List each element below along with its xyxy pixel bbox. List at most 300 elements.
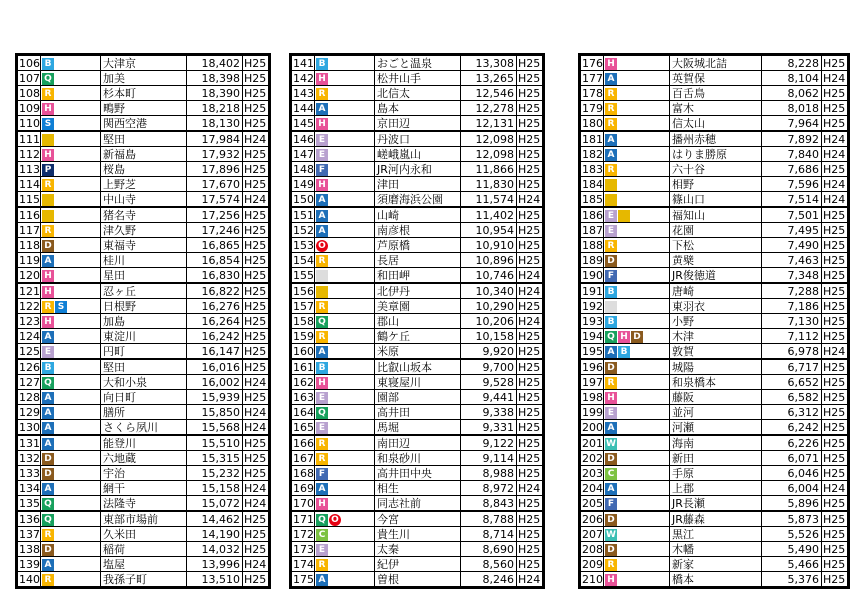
line-marks [41, 420, 101, 436]
rank-number: 147 [293, 147, 314, 161]
passenger-count: 17,256 [187, 207, 243, 223]
line-badge-H-icon: H [42, 103, 54, 115]
table-row [581, 466, 848, 481]
table-row [292, 223, 543, 238]
line-badge-R-icon: R [605, 103, 617, 115]
passenger-count: 10,340 [461, 283, 517, 299]
line-badge-F-icon: F [316, 164, 328, 176]
fiscal-year: H25 [822, 390, 848, 405]
line-badge-R-icon: R [605, 118, 617, 130]
line-badge-Q-icon: Q [42, 514, 54, 526]
table-row [581, 572, 848, 587]
line-marks [604, 268, 670, 284]
line-marks [315, 116, 375, 132]
line-badge-C-icon: C [605, 468, 617, 480]
passenger-count: 17,932 [187, 147, 243, 162]
station-name: 東淀川 [101, 329, 187, 344]
station-name: 日根野 [101, 299, 187, 314]
line-marks [41, 223, 101, 238]
rank-number: 185 [582, 192, 603, 206]
passenger-count: 8,018 [762, 101, 822, 116]
table-row [18, 116, 269, 132]
table-row [581, 268, 848, 284]
line-badge-D-icon: D [605, 255, 617, 267]
rank-number: 178 [582, 86, 603, 100]
line-badge-D-icon: D [631, 331, 643, 343]
passenger-count: 18,390 [187, 86, 243, 101]
line-badge-F-icon: F [605, 270, 617, 282]
rank-number: 159 [293, 329, 314, 343]
fiscal-year: H25 [243, 329, 269, 344]
table-row [18, 496, 269, 512]
fiscal-year: H24 [822, 147, 848, 162]
table-row [18, 572, 269, 587]
rank-number: 138 [19, 542, 40, 556]
fiscal-year: H25 [243, 238, 269, 253]
passenger-count: 8,228 [762, 56, 822, 71]
line-marks [315, 238, 375, 253]
line-marks [315, 542, 375, 557]
table-row [292, 542, 543, 557]
line-badge-R-icon: R [316, 88, 328, 100]
line-marks [41, 147, 101, 162]
fiscal-year: H25 [517, 101, 543, 116]
passenger-count: 7,964 [762, 116, 822, 132]
station-name: 北伊丹 [375, 283, 461, 299]
line-badge-R-icon: R [316, 301, 328, 313]
station-name: おごと温泉 [375, 56, 461, 71]
rank-number: 190 [582, 268, 603, 282]
table-row [18, 86, 269, 101]
table-row [18, 238, 269, 253]
fiscal-year: H25 [243, 344, 269, 360]
fiscal-year: H25 [517, 86, 543, 101]
table-row [18, 451, 269, 466]
line-marks [315, 192, 375, 208]
line-badge-Q-icon: Q [42, 498, 54, 510]
line-badge-B-icon: B [605, 316, 617, 328]
line-marks [41, 283, 101, 299]
rank-number: 112 [19, 147, 40, 161]
line-marks [604, 162, 670, 177]
passenger-count: 17,896 [187, 162, 243, 177]
fiscal-year: H24 [822, 481, 848, 496]
line-marks [315, 283, 375, 299]
rank-number: 121 [19, 284, 40, 298]
station-name: 米原 [375, 344, 461, 360]
table-row [292, 375, 543, 390]
rank-number: 179 [582, 101, 603, 115]
passenger-count: 11,866 [461, 162, 517, 177]
fiscal-year: H25 [517, 177, 543, 192]
line-badge-H-icon: H [42, 286, 54, 298]
rank-number: 202 [582, 451, 603, 465]
passenger-count: 6,046 [762, 466, 822, 481]
station-name: 百舌鳥 [670, 86, 762, 101]
station-name: 忍ヶ丘 [101, 283, 187, 299]
line-badge-E-icon: E [605, 407, 617, 419]
passenger-count: 10,206 [461, 314, 517, 329]
line-badge-O-icon: O [329, 514, 341, 526]
line-badge-R-icon: R [42, 179, 54, 191]
table-row [581, 511, 848, 527]
fiscal-year: H25 [243, 86, 269, 101]
fiscal-year: H24 [243, 420, 269, 436]
fiscal-year: H25 [517, 71, 543, 86]
table-row [18, 299, 269, 314]
line-badge-H-icon: H [316, 73, 328, 85]
rank-number: 209 [582, 557, 603, 571]
table-row [18, 253, 269, 268]
fiscal-year: H25 [517, 375, 543, 390]
rank-number: 110 [19, 116, 40, 130]
table-row [581, 390, 848, 405]
passenger-count: 7,501 [762, 207, 822, 223]
table-row [292, 299, 543, 314]
fiscal-year: H25 [243, 466, 269, 481]
line-marks [315, 481, 375, 496]
fiscal-year: H24 [517, 268, 543, 284]
line-marks [315, 527, 375, 542]
table-row [292, 116, 543, 132]
line-badge-D-icon: D [42, 240, 54, 252]
ranking-table [291, 55, 543, 587]
line-marks [315, 466, 375, 481]
line-marks [315, 420, 375, 436]
station-name: 東部市場前 [101, 511, 187, 527]
fiscal-year: H25 [243, 542, 269, 557]
line-marks [604, 359, 670, 375]
rank-number: 205 [582, 496, 603, 510]
rank-number: 170 [293, 496, 314, 510]
passenger-count: 8,988 [461, 466, 517, 481]
line-badge-R-icon: R [316, 559, 328, 571]
line-badge-D-icon: D [42, 544, 54, 556]
rank-number: 151 [293, 208, 314, 222]
rank-number: 142 [293, 71, 314, 85]
fiscal-year: H25 [822, 314, 848, 329]
rank-number: 174 [293, 557, 314, 571]
table-row [18, 420, 269, 436]
fiscal-year: H25 [517, 527, 543, 542]
fiscal-year: H25 [243, 147, 269, 162]
line-badge-G-icon [605, 194, 617, 206]
passenger-count: 8,104 [762, 71, 822, 86]
rank-number: 189 [582, 253, 603, 267]
line-marks [41, 101, 101, 116]
passenger-count: 5,376 [762, 572, 822, 587]
rank-number: 131 [19, 436, 40, 450]
station-name: 新福島 [101, 147, 187, 162]
rank-number: 148 [293, 162, 314, 176]
station-name: 六十谷 [670, 162, 762, 177]
line-badge-H-icon: H [316, 377, 328, 389]
fiscal-year: H24 [243, 192, 269, 208]
fiscal-year: H25 [517, 344, 543, 360]
line-marks [604, 390, 670, 405]
passenger-count: 10,910 [461, 238, 517, 253]
ranking-column-2 [289, 53, 545, 589]
line-marks [315, 390, 375, 405]
fiscal-year: H25 [822, 223, 848, 238]
rank-number: 153 [293, 238, 314, 252]
station-name: 大和小泉 [101, 375, 187, 390]
passenger-count: 11,574 [461, 192, 517, 208]
passenger-count: 14,032 [187, 542, 243, 557]
table-row [18, 405, 269, 420]
line-marks [41, 253, 101, 268]
passenger-count: 16,016 [187, 359, 243, 375]
line-marks [315, 557, 375, 572]
table-row [581, 223, 848, 238]
fiscal-year: H25 [243, 268, 269, 284]
station-name: 膳所 [101, 405, 187, 420]
station-name: 城陽 [670, 359, 762, 375]
line-marks [315, 572, 375, 587]
line-badge-Q-icon: Q [42, 377, 54, 389]
rank-number: 175 [293, 572, 314, 586]
line-badge-A-icon: A [316, 194, 328, 206]
fiscal-year: H25 [243, 314, 269, 329]
passenger-count: 8,062 [762, 86, 822, 101]
station-name: 南彦根 [375, 223, 461, 238]
passenger-count: 17,246 [187, 223, 243, 238]
line-marks [41, 238, 101, 253]
rank-number: 143 [293, 86, 314, 100]
passenger-count: 13,265 [461, 71, 517, 86]
station-name: 美章園 [375, 299, 461, 314]
rank-number: 119 [19, 253, 40, 267]
line-marks [41, 329, 101, 344]
table-row [18, 359, 269, 375]
line-badge-R-icon: R [42, 301, 54, 313]
station-name: 加美 [101, 71, 187, 86]
fiscal-year: H24 [243, 405, 269, 420]
line-badge-H-icon: H [605, 58, 617, 70]
table-row [581, 56, 848, 71]
line-marks [41, 131, 101, 147]
station-name: 山崎 [375, 207, 461, 223]
line-marks [604, 116, 670, 132]
station-name: 篠山口 [670, 192, 762, 208]
passenger-count: 18,398 [187, 71, 243, 86]
fiscal-year: H25 [243, 223, 269, 238]
station-name: 海南 [670, 435, 762, 451]
rank-number: 149 [293, 177, 314, 191]
fiscal-year: H24 [822, 177, 848, 192]
line-marks [41, 207, 101, 223]
station-name: 和泉橋本 [670, 375, 762, 390]
fiscal-year: H24 [243, 481, 269, 496]
station-name: 中山寺 [101, 192, 187, 208]
line-marks [41, 359, 101, 375]
line-marks [315, 131, 375, 147]
line-badge-R-icon: R [605, 88, 617, 100]
line-marks [315, 147, 375, 162]
line-marks [315, 496, 375, 512]
line-marks [41, 162, 101, 177]
station-name: 鶴ケ丘 [375, 329, 461, 344]
line-marks [315, 299, 375, 314]
station-name: 馬堀 [375, 420, 461, 436]
line-badge-E-icon: E [316, 392, 328, 404]
table-row [18, 162, 269, 177]
line-marks [315, 329, 375, 344]
rank-number: 152 [293, 223, 314, 237]
table-row [292, 131, 543, 147]
station-name: 木津 [670, 329, 762, 344]
station-name: 小野 [670, 314, 762, 329]
rank-number: 156 [293, 284, 314, 298]
rank-number: 204 [582, 481, 603, 495]
line-badge-G-icon [42, 134, 54, 146]
passenger-count: 5,490 [762, 542, 822, 557]
line-badge-H-icon: H [316, 498, 328, 510]
fiscal-year: H25 [822, 299, 848, 314]
passenger-count: 11,402 [461, 207, 517, 223]
line-badge-B-icon: B [42, 58, 54, 70]
rank-number: 154 [293, 253, 314, 267]
passenger-count: 12,278 [461, 101, 517, 116]
passenger-count: 14,462 [187, 511, 243, 527]
passenger-count: 15,939 [187, 390, 243, 405]
line-marks [315, 162, 375, 177]
station-name: 高井田 [375, 405, 461, 420]
line-marks [604, 481, 670, 496]
line-marks [41, 466, 101, 481]
station-name: 鴫野 [101, 101, 187, 116]
passenger-count: 17,984 [187, 131, 243, 147]
station-name: 向日町 [101, 390, 187, 405]
passenger-count: 5,873 [762, 511, 822, 527]
table-row [581, 451, 848, 466]
line-marks [315, 177, 375, 192]
line-marks [604, 557, 670, 572]
fiscal-year: H25 [517, 253, 543, 268]
rank-number: 180 [582, 116, 603, 130]
line-badge-E-icon: E [605, 210, 617, 222]
line-badge-A-icon: A [42, 422, 54, 434]
fiscal-year: H25 [822, 451, 848, 466]
table-row [18, 375, 269, 390]
line-marks [315, 451, 375, 466]
line-marks [315, 101, 375, 116]
passenger-count: 15,158 [187, 481, 243, 496]
fiscal-year: H24 [243, 131, 269, 147]
passenger-count: 15,072 [187, 496, 243, 512]
station-name: 松井山手 [375, 71, 461, 86]
line-marks [41, 268, 101, 284]
rank-number: 106 [19, 56, 40, 70]
rank-number: 163 [293, 390, 314, 404]
line-badge-A-icon: A [42, 392, 54, 404]
table-row [581, 177, 848, 192]
station-name: JR河内永和 [375, 162, 461, 177]
line-badge-E-icon: E [605, 225, 617, 237]
table-row [18, 557, 269, 572]
table-row [292, 238, 543, 253]
table-row [18, 329, 269, 344]
line-badge-Q-icon: Q [605, 331, 617, 343]
passenger-count: 15,232 [187, 466, 243, 481]
rank-number: 150 [293, 192, 314, 206]
line-marks [315, 511, 375, 527]
table-row [581, 314, 848, 329]
station-name: 相生 [375, 481, 461, 496]
line-badge-D-icon: D [42, 453, 54, 465]
passenger-count: 5,526 [762, 527, 822, 542]
fiscal-year: H25 [517, 162, 543, 177]
table-row [292, 390, 543, 405]
passenger-count: 7,463 [762, 253, 822, 268]
line-badge-C-icon: C [316, 529, 328, 541]
table-row [292, 511, 543, 527]
line-badge-R-icon: R [316, 255, 328, 267]
table-row [18, 56, 269, 71]
line-badge-Q-icon: Q [316, 407, 328, 419]
line-badge-R-icon: R [316, 331, 328, 343]
fiscal-year: H25 [822, 511, 848, 527]
passenger-count: 9,114 [461, 451, 517, 466]
fiscal-year: H25 [822, 496, 848, 512]
rank-number: 118 [19, 238, 40, 252]
table-row [292, 207, 543, 223]
fiscal-year: H25 [243, 359, 269, 375]
table-row [292, 56, 543, 71]
fiscal-year: H25 [517, 131, 543, 147]
rank-number: 144 [293, 101, 314, 115]
line-marks [41, 481, 101, 496]
fiscal-year: H25 [243, 253, 269, 268]
passenger-count: 9,700 [461, 359, 517, 375]
station-name: 桂川 [101, 253, 187, 268]
line-marks [315, 375, 375, 390]
passenger-count: 6,226 [762, 435, 822, 451]
rank-number: 186 [582, 208, 603, 222]
station-name: 南田辺 [375, 435, 461, 451]
passenger-count: 8,714 [461, 527, 517, 542]
line-marks [315, 56, 375, 71]
rank-number: 208 [582, 542, 603, 556]
passenger-count: 16,002 [187, 375, 243, 390]
fiscal-year: H24 [243, 375, 269, 390]
ranking-table [17, 55, 269, 587]
station-name: 北信太 [375, 86, 461, 101]
table-row [18, 71, 269, 86]
station-name: 播州赤穂 [670, 131, 762, 147]
line-marks [604, 299, 670, 314]
line-marks [604, 344, 670, 360]
fiscal-year: H25 [243, 283, 269, 299]
line-marks [41, 527, 101, 542]
station-name: 相野 [670, 177, 762, 192]
fiscal-year: H25 [822, 557, 848, 572]
line-badge-E-icon: E [316, 149, 328, 161]
rank-number: 203 [582, 466, 603, 480]
passenger-count: 7,130 [762, 314, 822, 329]
passenger-count: 12,546 [461, 86, 517, 101]
line-badge-F-icon: F [605, 498, 617, 510]
rank-number: 115 [19, 192, 40, 206]
table-row [581, 344, 848, 360]
fiscal-year: H25 [243, 299, 269, 314]
line-badge-H-icon: H [42, 316, 54, 328]
fiscal-year: H25 [517, 466, 543, 481]
passenger-count: 9,920 [461, 344, 517, 360]
passenger-count: 16,264 [187, 314, 243, 329]
table-row [581, 359, 848, 375]
rank-number: 107 [19, 71, 40, 85]
